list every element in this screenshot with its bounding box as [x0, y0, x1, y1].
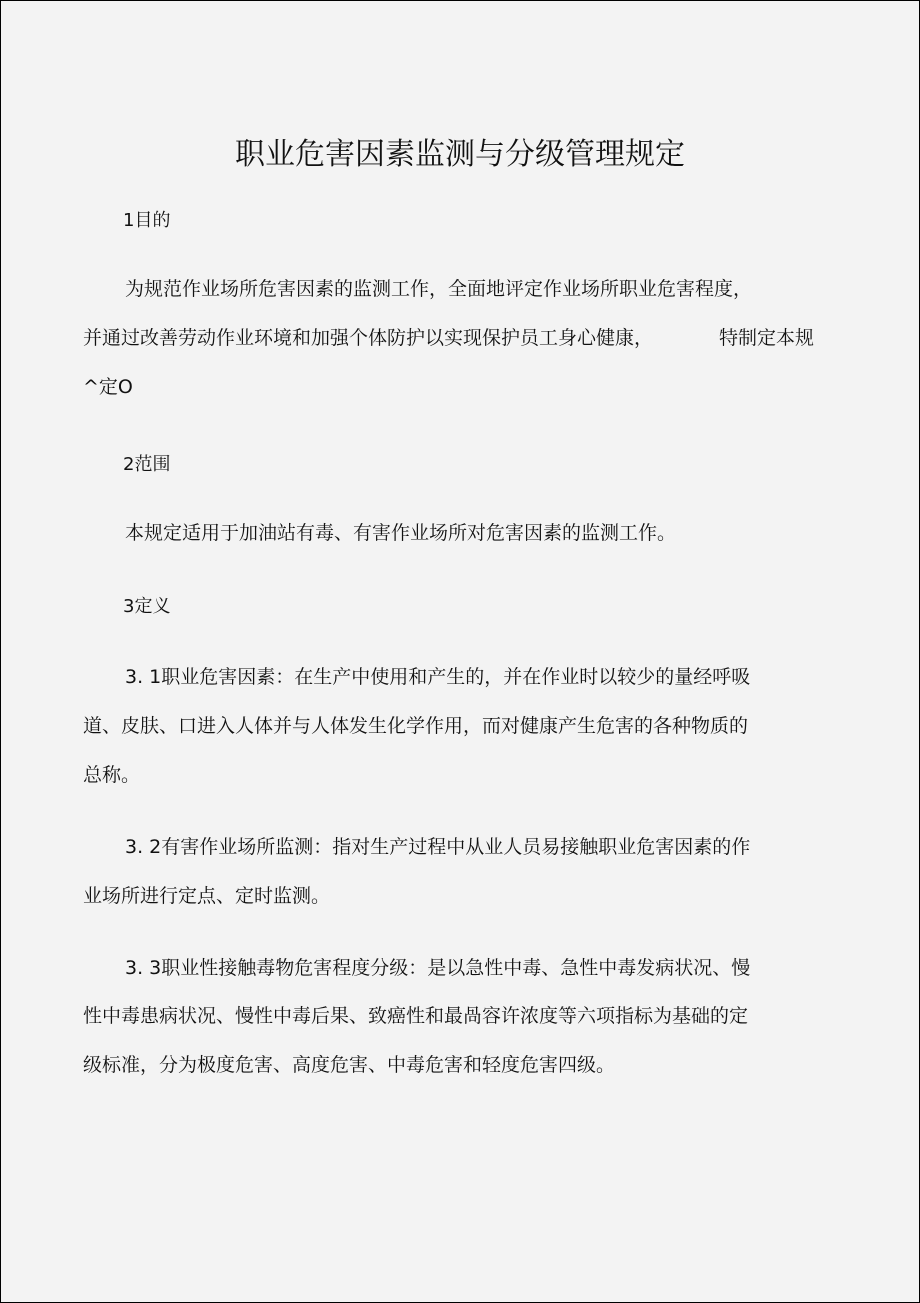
section-3-3-line-3: 级标准，分为极度危害、高度危害、中毒危害和轻度危害四级。: [83, 1054, 616, 1076]
section-3-1-line-1: 3. 1职业危害因素：在生产中使用和产生的，并在作业时以较少的量经呼吸: [125, 666, 751, 688]
section-1-paragraph-line-2: 并通过改善劳动作业环境和加强个体防护以实现保护员工身心健康，: [83, 327, 654, 349]
section-1-heading: 1目的: [123, 210, 171, 231]
section-3-1-line-2: 道、皮肤、口进入人体并与人体发生化学作用，而对健康产生危害的各种物质的: [83, 715, 749, 737]
section-2-paragraph: 本规定适用于加油站有毒、有害作业场所对危害因素的监测工作。: [125, 522, 677, 544]
document-title: 职业危害因素监测与分级管理规定: [235, 137, 685, 172]
section-2-heading: 2范围: [123, 454, 171, 475]
section-1-paragraph-line-1: 为规范作业场所危害因素的监测工作，全面地评定作业场所职业危害程度，: [125, 278, 753, 300]
section-3-3-line-1: 3. 3职业性接触毒物危害程度分级：是以急性中毒、急性中毒发病状况、慢: [125, 957, 751, 979]
section-3-heading: 3定义: [123, 596, 171, 617]
section-3-2-line-2: 业场所进行定点、定时监测。: [83, 885, 331, 907]
section-1-paragraph-line-3: ^定O: [83, 376, 133, 398]
section-3-2-line-1: 3. 2有害作业场所监测：指对生产过程中从业人员易接触职业危害因素的作: [125, 836, 751, 858]
section-1-paragraph-line-2-tail: 特制定本规: [719, 327, 815, 349]
section-3-3-line-2: 性中毒患病状况、慢性中毒后果、致癌性和最咼容许浓度等六项指标为基础的定: [83, 1005, 749, 1027]
section-3-1-line-3: 总称。: [83, 764, 141, 786]
